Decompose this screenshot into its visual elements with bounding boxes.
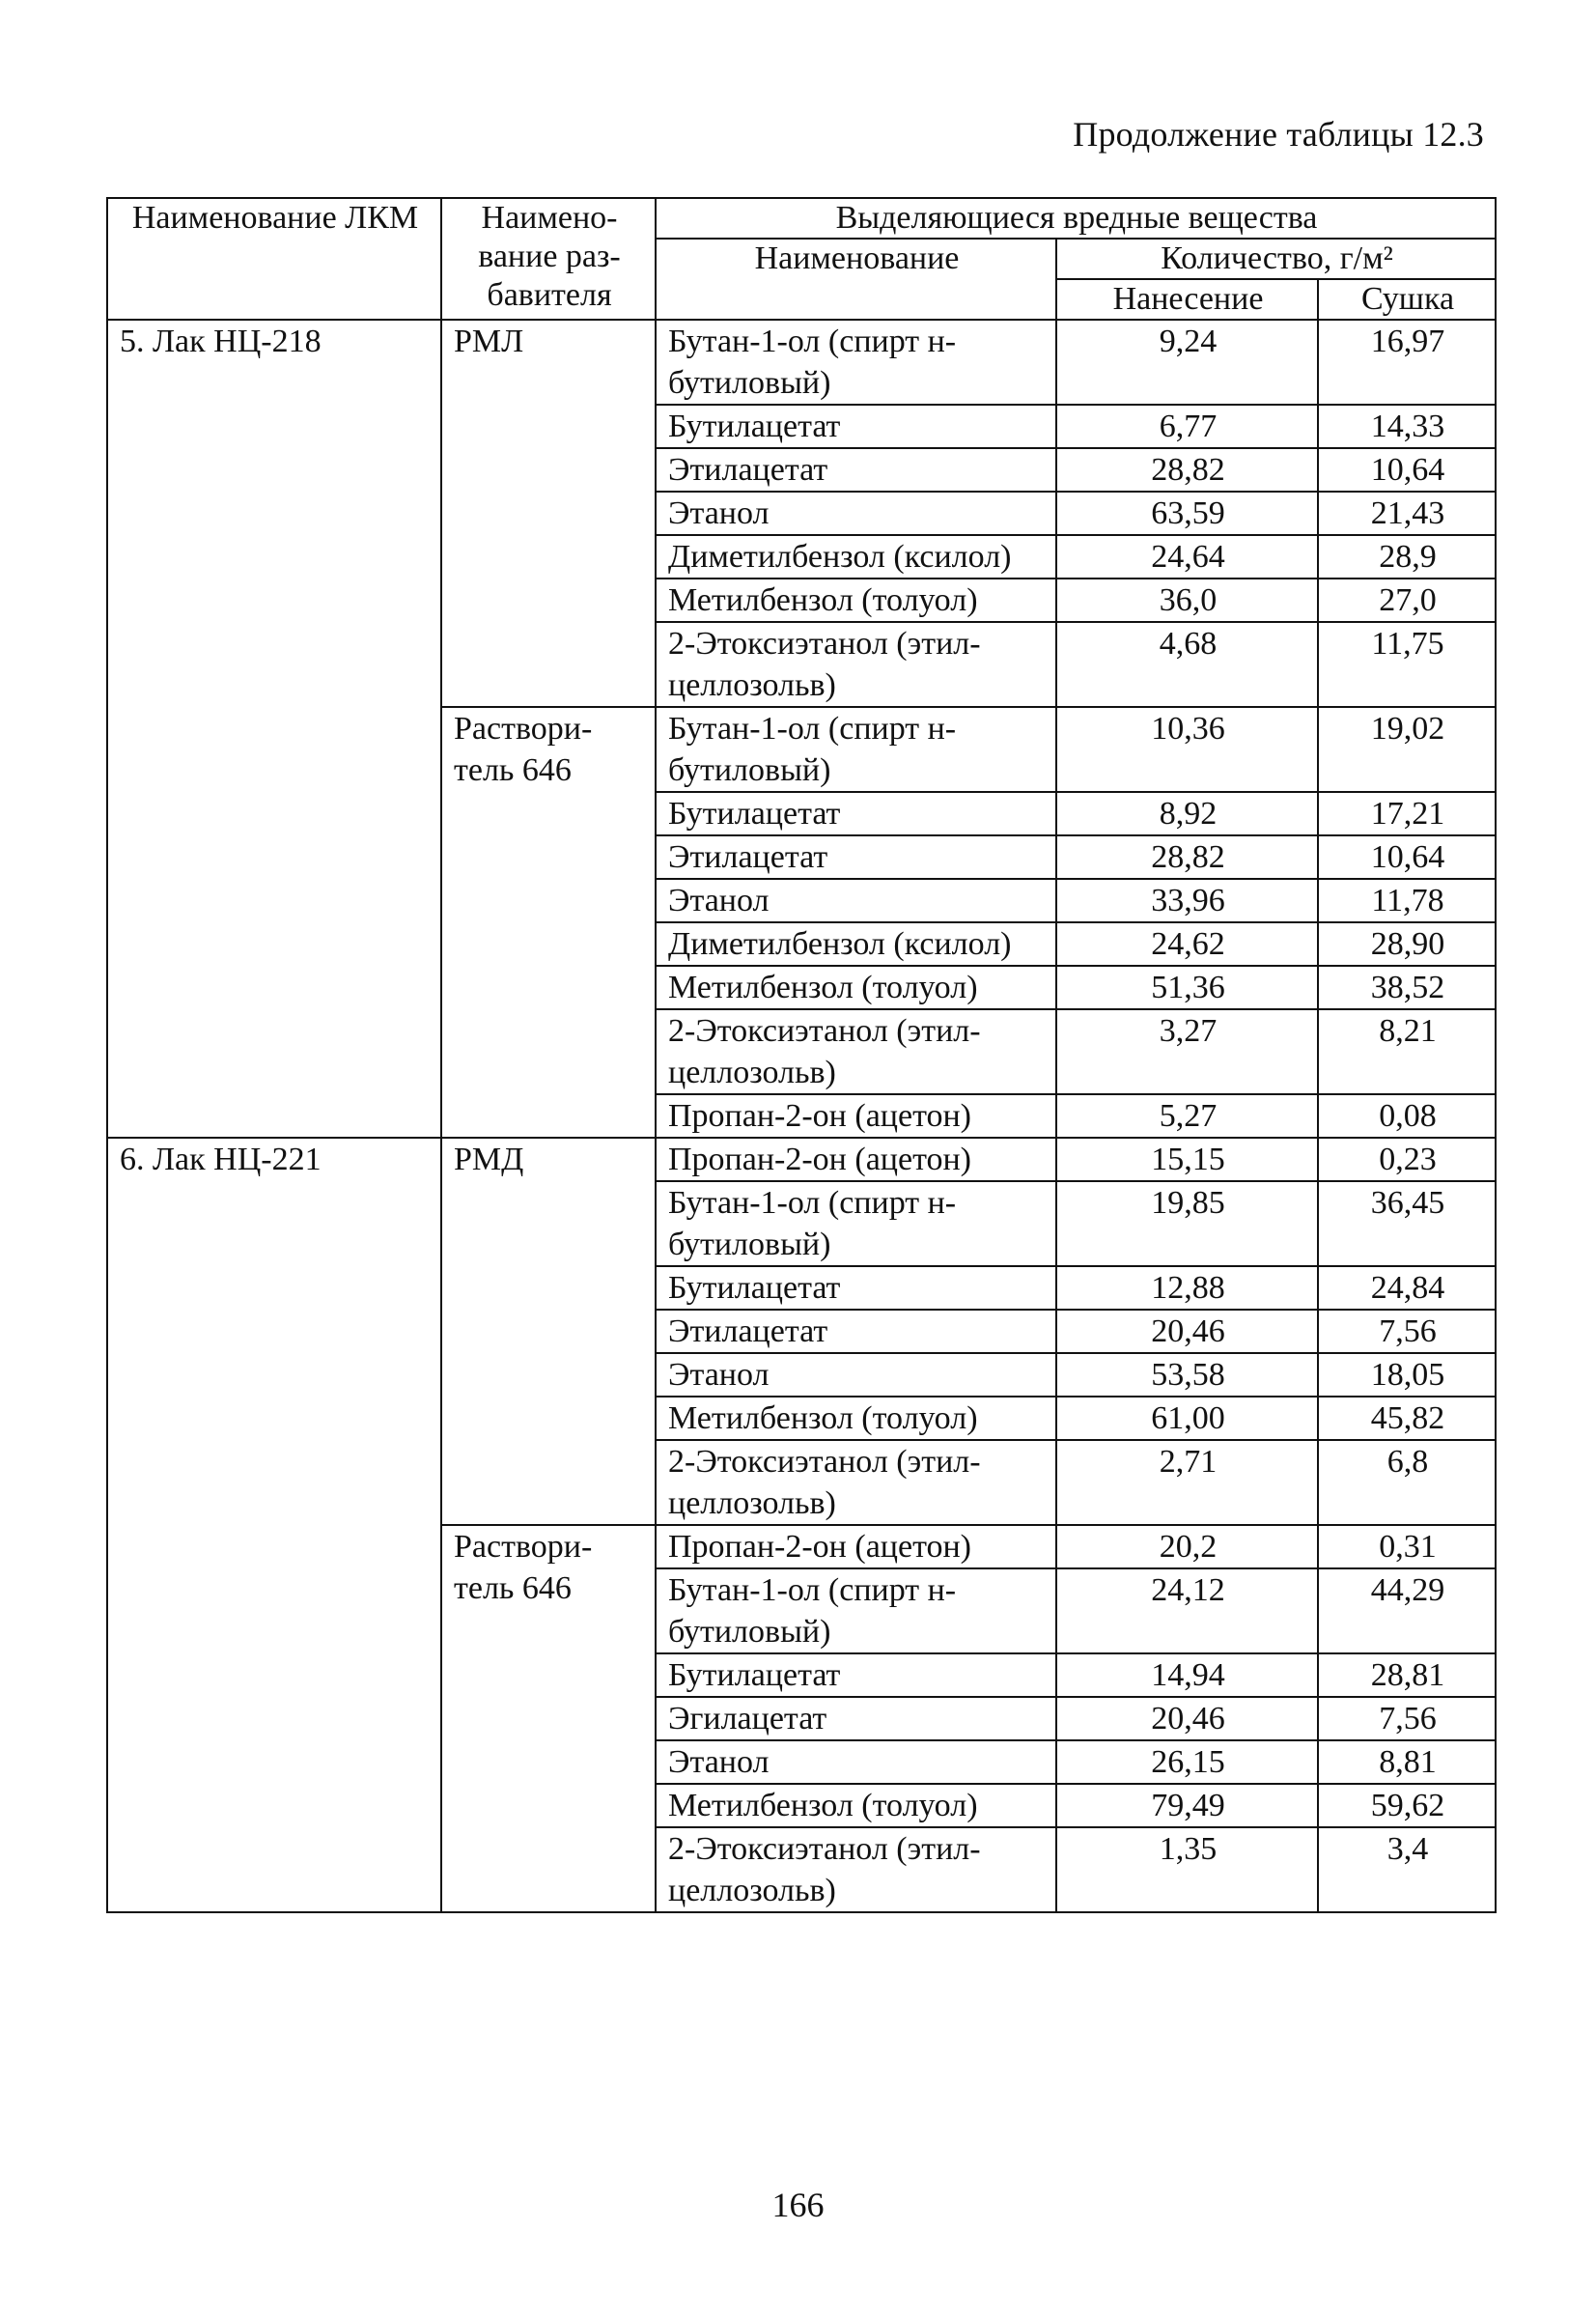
page-number: 166 xyxy=(771,2186,825,2224)
substance-cell: 2-Этоксиэтанол (этил-целлозольв) xyxy=(656,1440,1056,1525)
drying-value-cell: 24,84 xyxy=(1318,1266,1496,1310)
application-value-cell: 20,46 xyxy=(1056,1310,1318,1353)
drying-value-cell: 0,08 xyxy=(1318,1094,1496,1138)
application-value-cell: 28,82 xyxy=(1056,835,1318,879)
substance-cell: Бутилацетат xyxy=(656,405,1056,448)
application-value-cell: 24,12 xyxy=(1056,1568,1318,1653)
substance-cell: Метилбензол (толуол) xyxy=(656,579,1056,622)
substance-cell: Этилацетат xyxy=(656,448,1056,492)
application-value-cell: 63,59 xyxy=(1056,492,1318,535)
application-value-cell: 3,27 xyxy=(1056,1009,1318,1094)
table-continuation-caption: Продолжение таблицы 12.3 xyxy=(1073,115,1484,154)
substance-cell: Бутан-1-ол (спирт н-бутиловый) xyxy=(656,707,1056,792)
drying-value-cell: 36,45 xyxy=(1318,1181,1496,1266)
drying-value-cell: 44,29 xyxy=(1318,1568,1496,1653)
drying-value-cell: 11,78 xyxy=(1318,879,1496,922)
substance-cell: Этилацетат xyxy=(656,1310,1056,1353)
substance-cell: 2-Этоксиэтанол (этил-целлозольв) xyxy=(656,1009,1056,1094)
solvent-name-cell: Раствори-тель 646 xyxy=(441,707,656,1138)
application-value-cell: 61,00 xyxy=(1056,1397,1318,1440)
substance-cell: Бутилацетат xyxy=(656,1266,1056,1310)
drying-value-cell: 19,02 xyxy=(1318,707,1496,792)
lkm-name-cell: 5. Лак НЦ-218 xyxy=(107,320,441,1138)
drying-value-cell: 8,81 xyxy=(1318,1740,1496,1784)
application-value-cell: 24,64 xyxy=(1056,535,1318,579)
application-value-cell: 8,92 xyxy=(1056,792,1318,835)
drying-value-cell: 6,8 xyxy=(1318,1440,1496,1525)
application-value-cell: 14,94 xyxy=(1056,1653,1318,1697)
substance-cell: Метилбензол (толуол) xyxy=(656,1397,1056,1440)
drying-value-cell: 11,75 xyxy=(1318,622,1496,707)
drying-value-cell: 7,56 xyxy=(1318,1310,1496,1353)
solvent-name-cell: РМД xyxy=(441,1138,656,1525)
substance-cell: Диметилбензол (ксилол) xyxy=(656,922,1056,966)
substance-cell: Пропан-2-он (ацетон) xyxy=(656,1094,1056,1138)
application-value-cell: 20,2 xyxy=(1056,1525,1318,1568)
application-value-cell: 24,62 xyxy=(1056,922,1318,966)
substance-cell: Метилбензол (толуол) xyxy=(656,1784,1056,1827)
drying-value-cell: 10,64 xyxy=(1318,448,1496,492)
application-value-cell: 6,77 xyxy=(1056,405,1318,448)
substance-cell: 2-Этоксиэтанол (этил-целлозольв) xyxy=(656,1827,1056,1912)
header-application: Нанесение xyxy=(1056,279,1318,320)
drying-value-cell: 21,43 xyxy=(1318,492,1496,535)
substance-cell: Бутан-1-ол (спирт н-бутиловый) xyxy=(656,320,1056,405)
application-value-cell: 20,46 xyxy=(1056,1697,1318,1740)
drying-value-cell: 27,0 xyxy=(1318,579,1496,622)
drying-value-cell: 18,05 xyxy=(1318,1353,1496,1397)
table-header xyxy=(107,198,1496,320)
application-value-cell: 12,88 xyxy=(1056,1266,1318,1310)
drying-value-cell: 45,82 xyxy=(1318,1397,1496,1440)
header-drying: Сушка xyxy=(1318,279,1496,320)
application-value-cell: 36,0 xyxy=(1056,579,1318,622)
application-value-cell: 10,36 xyxy=(1056,707,1318,792)
application-value-cell: 5,27 xyxy=(1056,1094,1318,1138)
table-row xyxy=(107,1138,1496,1181)
substance-cell: Пропан-2-он (ацетон) xyxy=(656,1525,1056,1568)
substance-cell: Этанол xyxy=(656,492,1056,535)
application-value-cell: 53,58 xyxy=(1056,1353,1318,1397)
substance-cell: Эгилацетат xyxy=(656,1697,1056,1740)
substance-cell: Метилбензол (толуол) xyxy=(656,966,1056,1009)
drying-value-cell: 59,62 xyxy=(1318,1784,1496,1827)
substance-cell: Этанол xyxy=(656,879,1056,922)
substance-cell: Этанол xyxy=(656,1740,1056,1784)
substance-cell: Этилацетат xyxy=(656,835,1056,879)
substance-cell: Бутан-1-ол (спирт н-бутиловый) xyxy=(656,1568,1056,1653)
drying-value-cell: 16,97 xyxy=(1318,320,1496,405)
header-solvent: Наимено-вание раз-бавителя xyxy=(441,198,656,320)
application-value-cell: 33,96 xyxy=(1056,879,1318,922)
header-quantity: Количество, г/м² xyxy=(1056,239,1496,279)
substance-cell: Этанол xyxy=(656,1353,1056,1397)
application-value-cell: 9,24 xyxy=(1056,320,1318,405)
table-body xyxy=(107,320,1496,1912)
drying-value-cell: 17,21 xyxy=(1318,792,1496,835)
substance-cell: 2-Этоксиэтанол (этил-целлозольв) xyxy=(656,622,1056,707)
emissions-table xyxy=(106,197,1497,1913)
header-lkm: Наименование ЛКМ xyxy=(107,198,441,320)
drying-value-cell: 14,33 xyxy=(1318,405,1496,448)
application-value-cell: 15,15 xyxy=(1056,1138,1318,1181)
solvent-name-cell: РМЛ xyxy=(441,320,656,707)
substance-cell: Диметилбензол (ксилол) xyxy=(656,535,1056,579)
substance-cell: Бутан-1-ол (спирт н-бутиловый) xyxy=(656,1181,1056,1266)
drying-value-cell: 3,4 xyxy=(1318,1827,1496,1912)
drying-value-cell: 28,90 xyxy=(1318,922,1496,966)
substance-cell: Бутилацетат xyxy=(656,792,1056,835)
header-emitted: Выделяющиеся вредные вещества xyxy=(656,198,1496,239)
drying-value-cell: 0,31 xyxy=(1318,1525,1496,1568)
lkm-name-cell: 6. Лак НЦ-221 xyxy=(107,1138,441,1912)
drying-value-cell: 28,81 xyxy=(1318,1653,1496,1697)
solvent-name-cell: Раствори-тель 646 xyxy=(441,1525,656,1912)
drying-value-cell: 38,52 xyxy=(1318,966,1496,1009)
drying-value-cell: 0,23 xyxy=(1318,1138,1496,1181)
application-value-cell: 1,35 xyxy=(1056,1827,1318,1912)
substance-cell: Пропан-2-он (ацетон) xyxy=(656,1138,1056,1181)
drying-value-cell: 10,64 xyxy=(1318,835,1496,879)
drying-value-cell: 8,21 xyxy=(1318,1009,1496,1094)
header-substance: Наименование xyxy=(656,239,1056,320)
drying-value-cell: 28,9 xyxy=(1318,535,1496,579)
application-value-cell: 51,36 xyxy=(1056,966,1318,1009)
application-value-cell: 28,82 xyxy=(1056,448,1318,492)
drying-value-cell: 7,56 xyxy=(1318,1697,1496,1740)
application-value-cell: 79,49 xyxy=(1056,1784,1318,1827)
application-value-cell: 19,85 xyxy=(1056,1181,1318,1266)
application-value-cell: 2,71 xyxy=(1056,1440,1318,1525)
application-value-cell: 4,68 xyxy=(1056,622,1318,707)
application-value-cell: 26,15 xyxy=(1056,1740,1318,1784)
substance-cell: Бутилацетат xyxy=(656,1653,1056,1697)
table-row xyxy=(107,320,1496,405)
